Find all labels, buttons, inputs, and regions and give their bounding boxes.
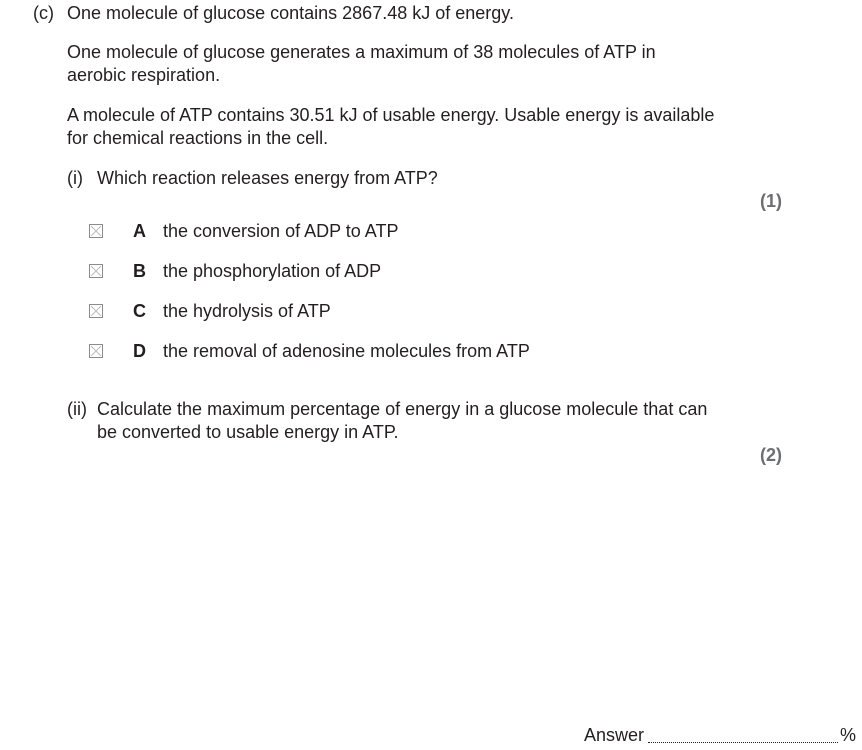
part-intro-line: One molecule of glucose contains 2867.48 kJ of energy. bbox=[67, 3, 514, 23]
cross-box-icon bbox=[90, 265, 102, 277]
option-c-text: the hydrolysis of ATP bbox=[163, 300, 331, 321]
option-d-checkbox[interactable] bbox=[89, 344, 103, 358]
paragraph-atp-yield-line2: aerobic respiration. bbox=[67, 65, 221, 85]
question-ii-label: (ii) bbox=[67, 399, 87, 419]
option-a-letter: A bbox=[133, 220, 146, 241]
paragraph-atp-yield-line1: One molecule of glucose generates a maximum of 38 molecules of ATP in bbox=[67, 42, 656, 62]
option-b-text: the phosphorylation of ADP bbox=[163, 260, 382, 281]
option-c-checkbox[interactable] bbox=[89, 304, 103, 318]
question-ii-line1: Calculate the maximum percentage of energy in a glucose molecule that can bbox=[97, 399, 708, 419]
answer-unit: % bbox=[840, 725, 857, 745]
part-label: (c) bbox=[33, 3, 54, 23]
option-b-letter: B bbox=[133, 260, 146, 281]
option-d-letter: D bbox=[133, 340, 146, 361]
paragraph-atp-energy-line1: A molecule of ATP contains 30.51 kJ of usable energy. Usable energy is available bbox=[67, 105, 715, 125]
paragraph-atp-energy-line2: for chemical reactions in the cell. bbox=[67, 128, 329, 148]
cross-box-icon bbox=[90, 225, 102, 237]
option-c[interactable] bbox=[89, 299, 331, 323]
answer-label: Answer bbox=[584, 725, 645, 745]
answer-input-line[interactable] bbox=[648, 742, 838, 743]
question-i-text: Which reaction releases energy from ATP? bbox=[97, 168, 438, 188]
cross-box-icon bbox=[90, 345, 102, 357]
option-d-text: the removal of adenosine molecules from ATP bbox=[163, 340, 530, 361]
question-ii-line2: be converted to usable energy in ATP. bbox=[97, 422, 399, 442]
question-i-marks: (1) bbox=[760, 191, 782, 211]
option-a-checkbox[interactable] bbox=[89, 224, 103, 238]
option-b[interactable] bbox=[89, 259, 381, 283]
option-c-letter: C bbox=[133, 300, 146, 321]
option-a-text: the conversion of ADP to ATP bbox=[163, 220, 399, 241]
option-b-checkbox[interactable] bbox=[89, 264, 103, 278]
cross-box-icon bbox=[90, 305, 102, 317]
question-i-label: (i) bbox=[67, 168, 83, 188]
question-ii-marks: (2) bbox=[760, 445, 782, 465]
option-d[interactable] bbox=[89, 339, 530, 363]
option-a[interactable] bbox=[89, 219, 398, 243]
